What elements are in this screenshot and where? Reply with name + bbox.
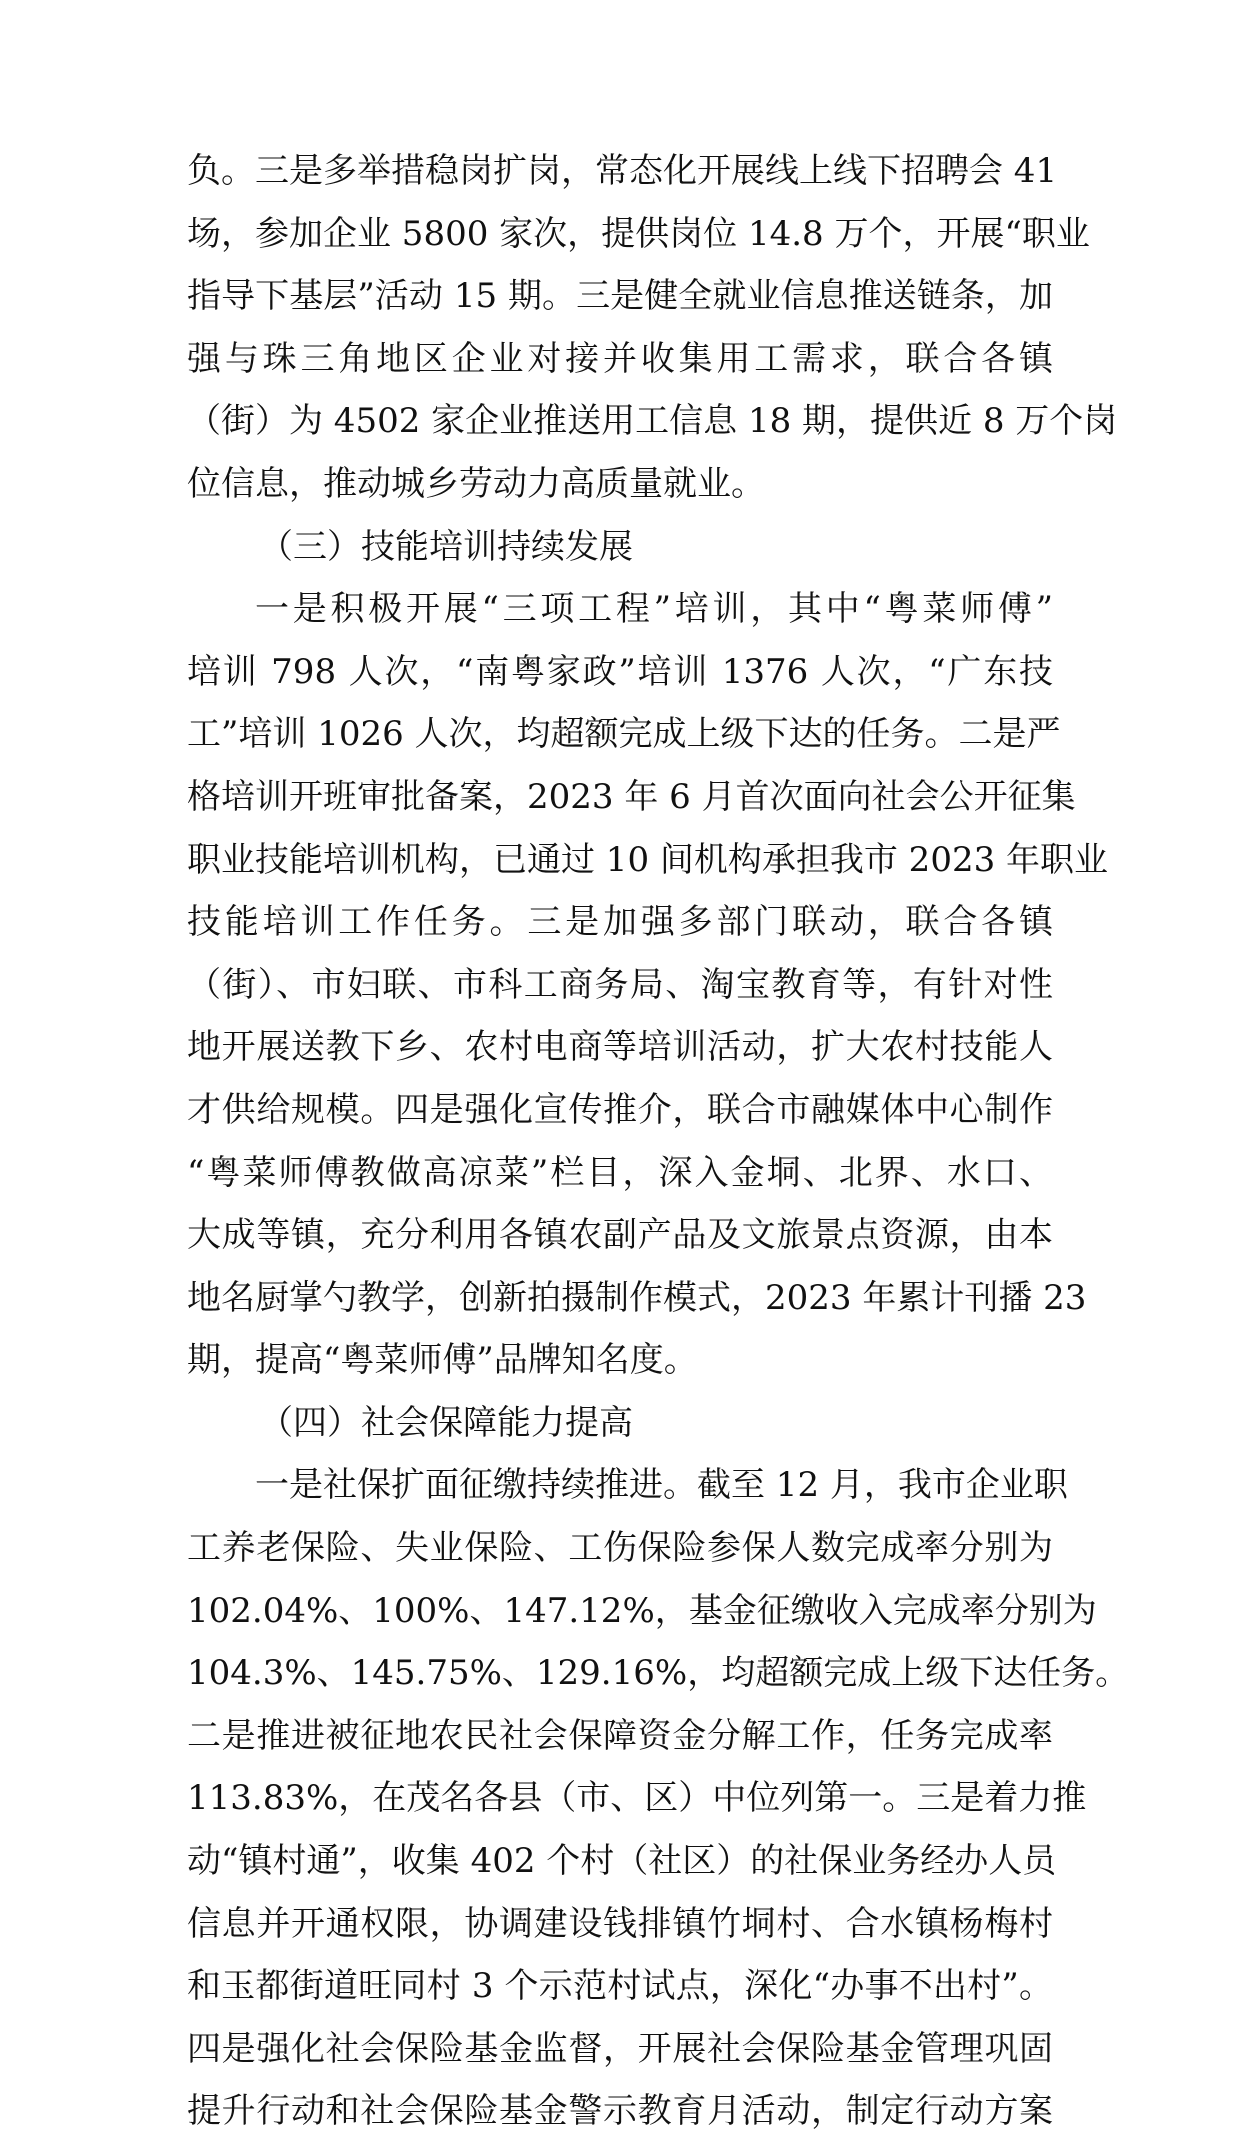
paragraph-line: 格培训开班审批备案，2023 年 6 月首次面向社会公开征集 xyxy=(187,776,1076,817)
paragraph-line: 指导下基层”活动 15 期。三是健全就业信息推送链条，加 xyxy=(187,276,1053,317)
paragraph-line: 信息并开通权限，协调建设钱排镇竹垌村、合水镇杨梅村 xyxy=(187,1903,1053,1944)
paragraph-line: 二是推进被征地农民社会保障资金分解工作，任务完成率 xyxy=(187,1715,1053,1756)
paragraph-line: 职业技能培训机构，已通过 10 间机构承担我市 2023 年职业 xyxy=(187,839,1109,880)
paragraph-line: 大成等镇，充分利用各镇农副产品及文旅景点资源，由本 xyxy=(187,1215,1053,1256)
section-heading: （三）技能培训持续发展 xyxy=(259,526,633,567)
paragraph-line: 四是强化社会保险基金监督，开展社会保险基金管理巩固 xyxy=(187,2028,1053,2069)
paragraph-line: 102.04%、100%、147.12%，基金征缴收入完成率分别为 xyxy=(187,1590,1097,1631)
paragraph-line: （街）、市妇联、市科工商务局、淘宝教育等，有针对性 xyxy=(187,964,1053,1005)
paragraph-line: 一是积极开展“三项工程”培训，其中“粤菜师傅” xyxy=(255,589,1053,630)
paragraph-line: 强与珠三角地区企业对接并收集用工需求，联合各镇 xyxy=(187,338,1053,379)
paragraph-line: 负。三是多举措稳岗扩岗，常态化开展线上线下招聘会 41 xyxy=(187,151,1058,191)
paragraph-line: 和玉都街道旺同村 3 个示范村试点，深化“办事不出村”。 xyxy=(187,1966,1053,2007)
paragraph-line: 一是社保扩面征缴持续推进。截至 12 月，我市企业职 xyxy=(255,1465,1068,1506)
paragraph-line: 位信息，推动城乡劳动力高质量就业。 xyxy=(187,463,765,504)
paragraph-line: 才供给规模。四是强化宣传推介，联合市融媒体中心制作 xyxy=(187,1089,1053,1130)
paragraph-line: 地名厨掌勺教学，创新拍摄制作模式，2023 年累计刊播 23 xyxy=(187,1277,1087,1318)
paragraph-line: 期，提高“粤菜师傅”品牌知名度。 xyxy=(187,1340,698,1381)
paragraph-line: 培训 798 人次，“南粤家政”培训 1376 人次，“广东技 xyxy=(187,651,1053,692)
paragraph-line: 地开展送教下乡、农村电商等培训活动，扩大农村技能人 xyxy=(187,1027,1053,1068)
paragraph-line: 技能培训工作任务。三是加强多部门联动，联合各镇 xyxy=(187,902,1053,943)
section-heading: （四）社会保障能力提高 xyxy=(259,1402,633,1443)
paragraph-line: 动“镇村通”，收集 402 个村（社区）的社保业务经办人员 xyxy=(187,1841,1057,1882)
paragraph-line: 工”培训 1026 人次，均超额完成上级下达的任务。二是严 xyxy=(187,714,1061,755)
paragraph-line: （街）为 4502 家企业推送用工信息 18 期，提供近 8 万个岗 xyxy=(187,401,1118,442)
paragraph-line: “粤菜师傅教做高凉菜”栏目，深入金垌、北界、水口、 xyxy=(187,1152,1053,1193)
paragraph-line: 场，参加企业 5800 家次，提供岗位 14.8 万个，开展“职业 xyxy=(187,213,1090,254)
document-body xyxy=(187,140,1130,2143)
paragraph-line: 113.83%，在茂名各县（市、区）中位列第一。三是着力推 xyxy=(187,1778,1087,1819)
paragraph-line: 104.3%、145.75%、129.16%，均超额完成上级下达任务。 xyxy=(187,1653,1130,1694)
paragraph-line: 工养老保险、失业保险、工伤保险参保人数完成率分别为 xyxy=(187,1528,1053,1569)
paragraph-line: 提升行动和社会保险基金警示教育月活动，制定行动方案 xyxy=(187,2091,1053,2132)
